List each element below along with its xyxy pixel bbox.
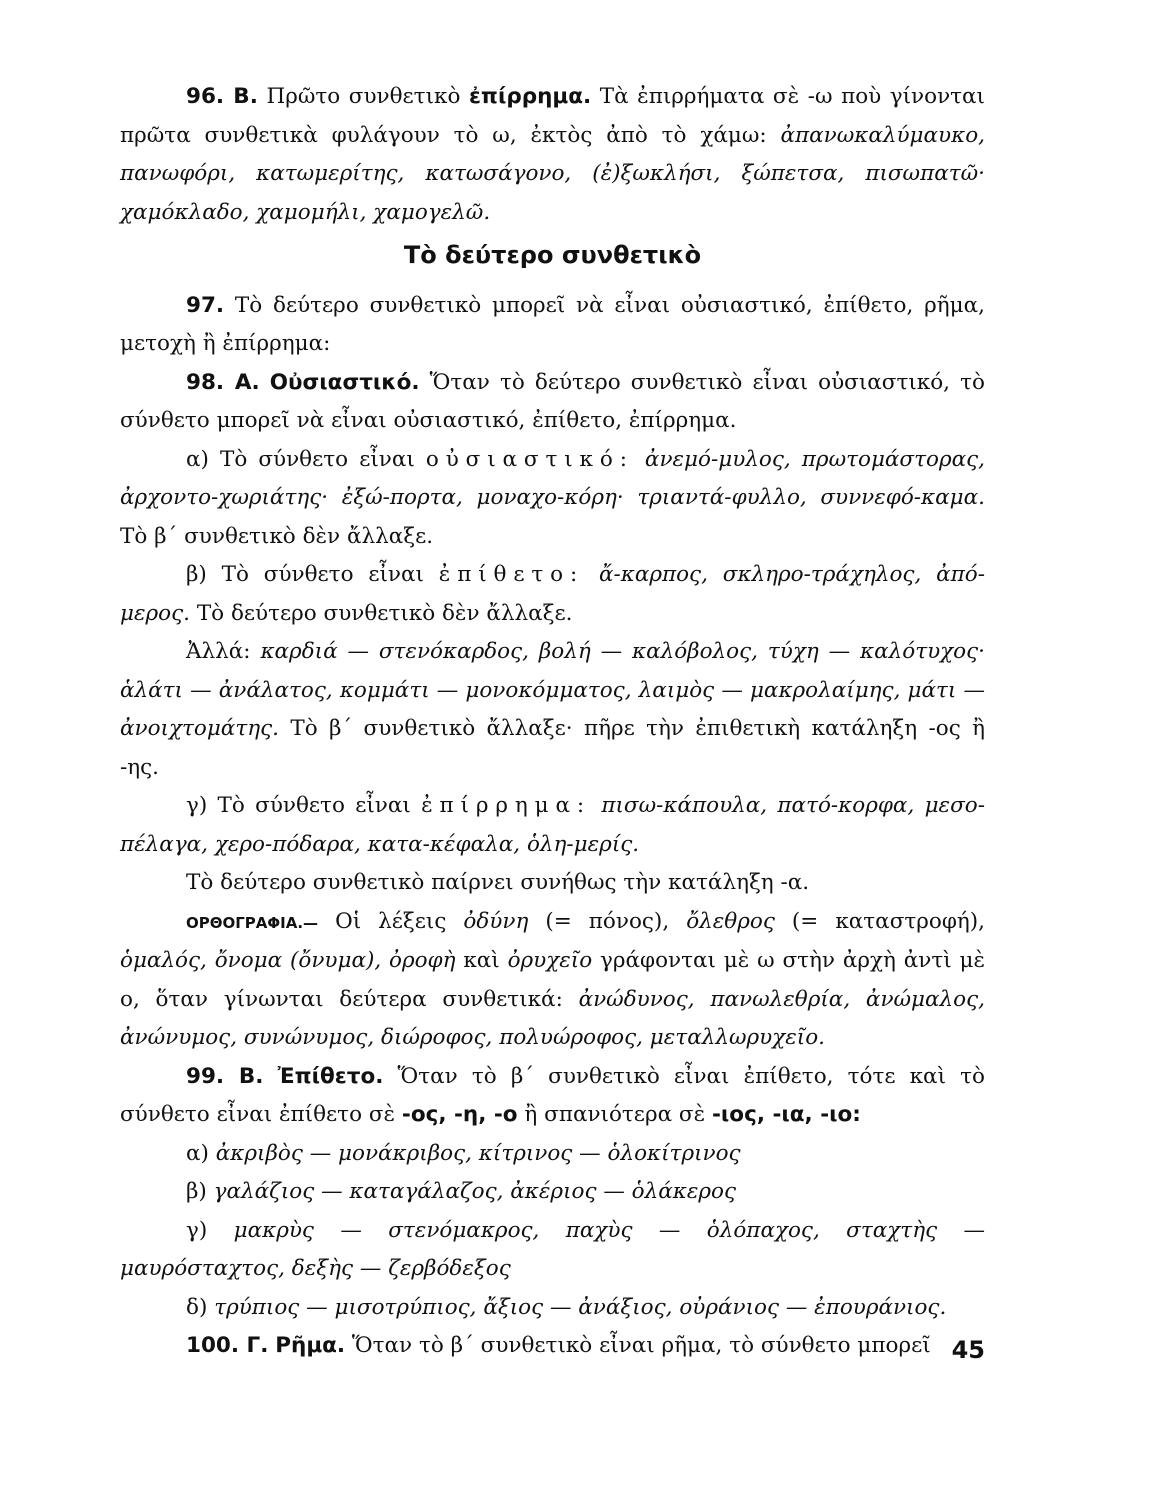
section-heading: Τὸ δεύτερο συνθετικὸ [403,241,702,269]
examples: πισω-κάπουλα, πατό-κορφα, μεσο-πέλαγα, χερο-πόδαρα, κατα-κέφαλα, ὁλη-μερίς. [120,793,985,857]
section-term: ἐπίρρημα. [468,84,592,109]
section-number: 98. Α. [186,369,260,395]
section-number: 99. Β. [186,1063,264,1089]
page-number: 45 [951,1336,985,1364]
page-content [120,78,985,1366]
examples: ἀνώδυνος, πανωλεθρία, ἀνώμαλος, ἀνώνυμος, συνώνυμος, διώροφος, πολυώροφος, μεταλλωρυχεῖο. [120,986,985,1050]
endings: -ος, -η, -ο [401,1102,518,1127]
endings: -ιος, -ια, -ιο: [712,1102,861,1127]
paragraph-99-d: δ) τρύπιος — μισοτρύπιος, ἄξιος — ἀνάξιος, οὐράνιος — ἐπουράνιος. [186,1294,947,1320]
section-number: 97. [186,292,225,318]
paragraph-98-b: β) Τὸ σύνθετο εἶναι ἐπίθετο: ἄ-καρπος, σκληρο-τράχηλος, ἀπό-μερος. Τὸ δεύτερο συνθετικὸ δὲν ἄλλαξε. [120,562,985,626]
paragraph-98: 98. Α. Οὐσιαστικό. Ὅταν τὸ δεύτερο συνθετικὸ εἶναι οὐσιαστικό, τὸ σύνθετο μπορεῖ νὰ εἶναι οὐσιαστικό, ἐπίθετο, ἐπίρρημα. [120,369,985,433]
paragraph-96: 96. Β. Πρῶτο συνθετικὸ ἐπίρρημα. Τὰ ἐπιρρήματα σὲ -ω ποὺ γίνονται πρῶτα συνθετικὰ φυλάγουν τὸ ω, ἐκτὸς ἀπὸ τὸ χάμω: ἀπανωκαλύμαυκο, πανωφόρι, κατωμερίτης, κατωσάγονο, (ἐ)ξωκλήσι, ξώπετσα, πισωπατῶ· χαμόκλαδο, χαμομήλι, χαμογελῶ. [120,84,985,225]
paragraph-100: 100. Γ. Ρῆμα. Ὅταν τὸ β΄ συνθετικὸ εἶναι ρῆμα, τὸ σύνθετο μπορεῖ [186,1333,931,1358]
paragraph-98-c: γ) Τὸ σύνθετο εἶναι ἐπίρρημα: πισω-κάπουλα, πατό-κορφα, μεσο-πέλαγα, χερο-πόδαρα, κατα-κέφαλα, ὁλη-μερίς. [120,793,985,857]
paragraph-99: 99. Β. Ἐπίθετο. Ὅταν τὸ β΄ συνθετικὸ εἶναι ἐπίθετο, τότε καὶ τὸ σύνθετο εἶναι ἐπίθετο σὲ -ος, -η, -ο ἢ σπανιότερα σὲ -ιος, -ια, -ιο: [120,1063,985,1127]
spaced-term: οὐσιαστικό: [425,446,634,472]
section-number: 96. Β. [186,84,258,109]
paragraph-99-c: γ) μακρὺς — στενόμακρος, παχὺς — ὁλόπαχος, σταχτὴς — μαυρόσταχτος, δεξὴς — ζερβόδεξος [120,1217,985,1281]
section-number: 100. Γ. [186,1333,269,1358]
paragraph-98-c-tail: Τὸ δεύτερο συνθετικὸ παίρνει συνήθως τὴν κατάληξη -α. [186,870,810,895]
orthography-note: ΟΡΘΟΓΡΑΦΙΑ.— Οἱ λέξεις ὀδύνη (= πόνος), ὄλεθρος (= καταστροφή), ὁμαλός, ὄνομα (ὄνυμα), ὀροφὴ καὶ ὀρυχεῖο γράφονται μὲ ω στὴν ἀρχὴ ἀντὶ μὲ ο, ὅταν γίνωνται δεύτερα συνθετικά: ἀνώδυνος, πανωλεθρία, ἀνώμαλος, ἀνώνυμος, συνώνυμος, διώροφος, πολυώροφος, μεταλλωρυχεῖο. [120,908,986,1050]
orthography-label: ΟΡΘΟΓΡΑΦΙΑ.— [186,913,319,932]
paragraph-97: 97. Τὸ δεύτερο συνθετικὸ μπορεῖ νὰ εἶναι οὐσιαστικό, ἐπίθετο, ρῆμα, μετοχὴ ἢ ἐπίρρημα: [120,292,985,356]
section-term: Ἐπίθετο. [277,1063,384,1089]
examples: ἀπανωκαλύμαυκο, πανωφόρι, κατωμερίτης, κατωσάγονο, (ἐ)ξωκλήσι, ξώπετσα, πισωπατῶ· χαμόκλαδο, χαμομήλι, χαμογελῶ. [120,122,985,225]
paragraph-99-a: α) ἀκριβὸς — μονάκριβος, κίτρινος — ὁλοκίτρινος [186,1140,741,1166]
section-term: Ρῆμα. [275,1333,346,1358]
examples: ἀνεμό-μυλος, πρωτομάστορας, ἀρχοντο-χωριάτης· ἐξώ-πορτα, μοναχο-κόρη· τριαντά-φυλλο, συννεφό-καμα. [120,446,985,510]
spaced-term: ἐπίρρημα: [421,793,592,818]
examples: καρδιά — στενόκαρδος, βολή — καλόβολος, τύχη — καλότυχος· ἁλάτι — ἀνάλατος, κομμάτι — μονοκόμματος, λαιμὸς — μακρολαίμης, μάτι — ἀνοιχτομάτης. [120,639,986,741]
examples: ἄ-καρπος, σκληρο-τράχηλος, ἀπό-μερος. [120,562,985,626]
paragraph-98-a: α) Τὸ σύνθετο εἶναι οὐσιαστικό: ἀνεμό-μυλος, πρωτομάστορας, ἀρχοντο-χωριάτης· ἐξώ-πορτα, μοναχο-κόρη· τριαντά-φυλλο, συννεφό-καμα. Τὸ β΄ συνθετικὸ δὲν ἄλλαξε. [120,446,985,549]
spaced-term: ἐπίθετο: [438,562,585,587]
section-term: Οὐσιαστικό. [269,369,420,395]
paragraph-99-b: β) γαλάζιος — καταγάλαζος, ἀκέριος — ὁλάκερος [186,1179,737,1204]
paragraph-98-alla: Ἀλλά: καρδιά — στενόκαρδος, βολή — καλόβολος, τύχη — καλότυχος· ἁλάτι — ἀνάλατος, κομμάτι — μονοκόμματος, λαιμὸς — μακρολαίμης, μάτι — ἀνοιχτομάτης. Τὸ β΄ συνθετικὸ ἄλλαξε· πῆρε τὴν ἐπιθετικὴ κατάληξη -ος ἢ -ης. [120,639,986,780]
